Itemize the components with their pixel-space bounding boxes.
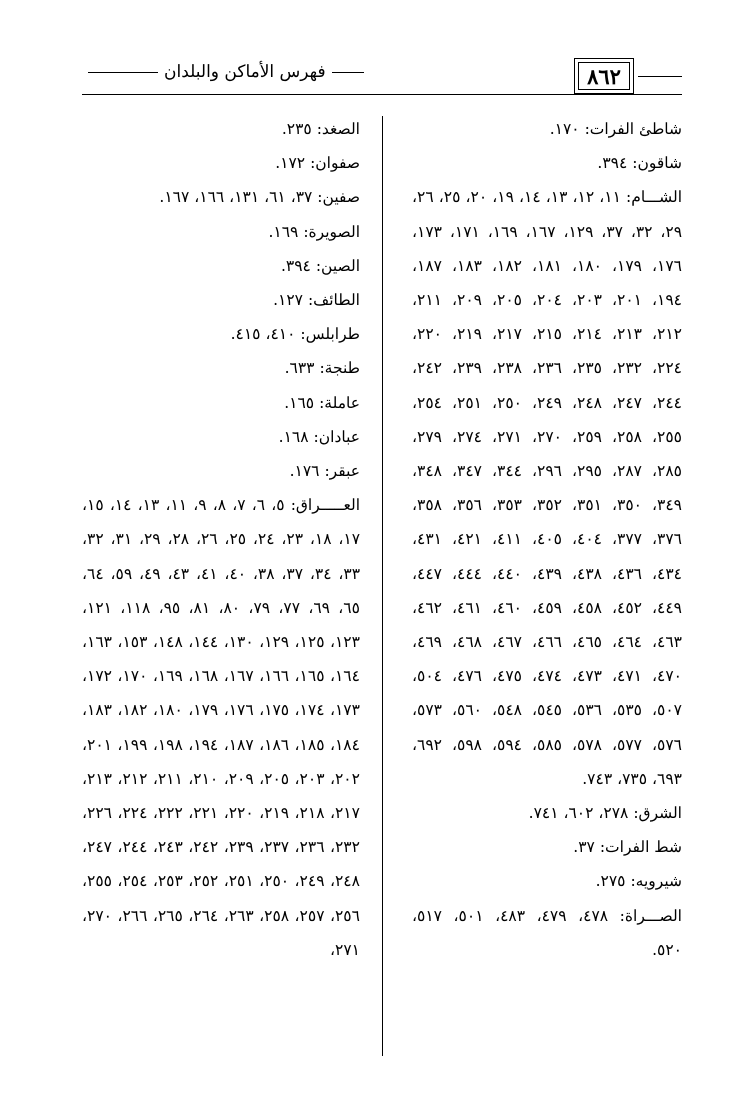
index-pages: ٤١٠، ٤١٥. xyxy=(230,325,301,344)
index-entry xyxy=(82,420,360,454)
index-entry xyxy=(412,180,682,796)
title-dash-left xyxy=(88,72,158,73)
index-term: الشـــام: xyxy=(626,188,683,207)
index-term: عبادان: xyxy=(313,427,360,446)
index-term: الصين: xyxy=(315,256,360,275)
index-term: شاقون: xyxy=(632,154,682,173)
index-pages: ١٧٢. xyxy=(275,154,311,173)
index-entry xyxy=(412,830,682,864)
index-pages: ٥، ٦، ٧، ٨، ٩، ١١، ١٣، ١٤، ١٥، ١٧، ١٨، ٢٣، ٢٤، ٢٥، ٢٦، ٢٨، ٢٩، ٣١، ٣٢، ٣٣، ٣٤، ٣٧، ٣٨، ٤٠، ٤١، ٤٣، ٤٩، ٥٩، ٦٤، ٦٥، ٦٩، ٧٧، ٧٩، ٨٠، ٨١، ٩٥، ١١٨، ١٢١، ١٢٣، ١٢٥، ١٢٩، ١٣٠، ١٤٤، ١٤٨، ١٥٣، ١٦٣، ١٦٤، ١٦٥، ١٦٦، ١٦٧، ١٦٨، ١٦٩، ١٧٠، ١٧٢، ١٧٣، ١٧٤، ١٧٥، ١٧٦، ١٧٩، ١٨٠، ١٨٢، ١٨٣، ١٨٤، ١٨٥، ١٨٦، ١٨٧، ١٩٤، ١٩٨، ١٩٩، ٢٠١، ٢٠٢، ٢٠٣، ٢٠٥، ٢٠٩، ٢١٠، ٢١١، ٢١٢، ٢١٣، ٢١٧، ٢١٨، ٢١٩، ٢٢٠، ٢٢١، ٢٢٢، ٢٢٤، ٢٢٦، ٢٣٢، ٢٣٦، ٢٣٧، ٢٣٩، ٢٤٢، ٢٤٣، ٢٤٤، ٢٤٧، ٢٤٨، ٢٤٩، ٢٥٠، ٢٥١، ٢٥٢، ٢٥٣، ٢٥٤، ٢٥٥، ٢٥٦، ٢٥٧، ٢٥٨، ٢٦٣، ٢٦٤، ٢٦٥، ٢٦٦، ٢٧٠، ٢٧١، xyxy=(82,496,361,959)
index-entry xyxy=(82,283,360,317)
page-number-box xyxy=(574,58,634,94)
index-pages: ٣٧. xyxy=(573,838,600,857)
index-pages: ١٧٠. xyxy=(549,120,585,138)
index-entry xyxy=(412,899,682,967)
index-column-left xyxy=(82,112,360,967)
index-entry xyxy=(82,454,360,488)
index-pages: ١٧٦. xyxy=(289,462,325,481)
index-pages: ٢٧٥. xyxy=(595,872,631,891)
running-title xyxy=(82,62,370,82)
index-pages: ٣٧، ٦١، ١٣١، ١٦٦، ١٦٧. xyxy=(159,188,318,207)
index-term: الصـــراة: xyxy=(619,906,682,925)
column-divider xyxy=(382,116,383,1056)
index-entry xyxy=(82,249,360,283)
index-term: شاطئ الفرات: xyxy=(584,120,682,138)
index-term: عبقر: xyxy=(324,462,360,481)
index-pages: ٣٩٤. xyxy=(597,154,633,173)
index-term: صفين: xyxy=(317,188,360,207)
index-pages: ١٦٥. xyxy=(284,393,320,412)
index-entry xyxy=(82,215,360,249)
running-title-text: فهرس الأماكن والبلدان xyxy=(164,62,326,82)
index-entry xyxy=(82,488,360,967)
index-entry xyxy=(412,146,682,180)
index-pages: ١١، ١٢، ١٣، ١٤، ١٩، ٢٠، ٢٥، ٢٦، ٢٩، ٣٢، ٣٧، ١٢٩، ١٦٧، ١٦٩، ١٧١، ١٧٣، ١٧٦، ١٧٩، ١٨٠، ١٨١، ١٨٢، ١٨٣، ١٨٧، ١٩٤، ٢٠١، ٢٠٣، ٢٠٤، ٢٠٥، ٢٠٩، ٢١١، ٢١٢، ٢١٣، ٢١٤، ٢١٥، ٢١٧، ٢١٩، ٢٢٠، ٢٢٤، ٢٣٢، ٢٣٥، ٢٣٦، ٢٣٨، ٢٣٩، ٢٤٢، ٢٤٤، ٢٤٧، ٢٤٨، ٢٤٩، ٢٥٠، ٢٥١، ٢٥٤، ٢٥٥، ٢٥٨، ٢٥٩، ٢٧٠، ٢٧١، ٢٧٤، ٢٧٩، ٢٨٥، ٢٨٧، ٢٩٥، ٢٩٦، ٣٤٤، ٣٤٧، ٣٤٨، ٣٤٩، ٣٥٠، ٣٥١، ٣٥٢، ٣٥٣، ٣٥٦، ٣٥٨، ٣٧٦، ٣٧٧، ٤٠٤، ٤٠٥، ٤١١، ٤٢١، ٤٣١، ٤٣٤، ٤٣٦، ٤٣٨، ٤٣٩، ٤٤٠، ٤٤٤، ٤٤٧، ٤٤٩، ٤٥٢، ٤٥٨، ٤٥٩، ٤٦٠، ٤٦١، ٤٦٢، ٤٦٣، ٤٦٤، ٤٦٥، ٤٦٦، ٤٦٧، ٤٦٨، ٤٦٩، ٤٧٠، ٤٧١، ٤٧٣، ٤٧٤، ٤٧٥، ٤٧٦، ٥٠٤، ٥٠٧، ٥٣٥، ٥٣٦، ٥٤٥، ٥٤٨، ٥٦٠، ٥٧٣، ٥٧٦، ٥٧٧، ٥٧٨، ٥٨٥، ٥٩٤، ٥٩٨، ٦٩٢، ٦٩٣، ٧٣٥، ٧٤٣. xyxy=(412,188,683,788)
index-entry xyxy=(82,351,360,385)
index-term: الصغد: xyxy=(316,120,360,138)
index-column-right xyxy=(412,112,682,967)
page-number: ٨٦٢ xyxy=(587,63,621,89)
index-term: شط الفرات: xyxy=(599,838,682,857)
index-pages: ٣٩٤. xyxy=(280,256,316,275)
index-entry xyxy=(82,317,360,351)
index-term: طنجة: xyxy=(319,359,360,378)
index-pages: ٢٧٨، ٦٠٢، ٧٤١. xyxy=(528,804,634,823)
title-dash-right xyxy=(332,72,364,73)
index-pages: ١٦٩. xyxy=(268,222,304,241)
index-entry xyxy=(412,112,682,146)
index-entry xyxy=(82,180,360,214)
index-term: الشرق: xyxy=(633,804,682,823)
index-term: شيرويه: xyxy=(630,872,682,891)
index-pages: ١٦٨. xyxy=(278,427,314,446)
index-pages: ٢٣٥. xyxy=(281,120,317,138)
index-term: الصويرة: xyxy=(303,222,360,241)
index-pages: ٦٣٣. xyxy=(284,359,320,378)
index-pages: ١٢٧. xyxy=(273,291,308,310)
index-entry xyxy=(412,796,682,830)
page-header xyxy=(82,58,682,98)
index-term: عاملة: xyxy=(319,393,360,412)
index-term: طرابلس: xyxy=(300,325,360,344)
header-line-right xyxy=(638,76,682,77)
index-entry xyxy=(82,386,360,420)
index-term: الطائف: xyxy=(307,291,360,310)
header-rule xyxy=(82,94,682,95)
index-entry xyxy=(82,112,360,146)
index-term: صفوان: xyxy=(310,154,360,173)
index-term: العـــــراق: xyxy=(290,496,361,515)
index-entry xyxy=(82,146,360,180)
index-entry xyxy=(412,864,682,898)
index-pages: ٤٧٨، ٤٧٩، ٤٨٣، ٥٠١، ٥١٧، ٥٢٠. xyxy=(412,906,682,959)
